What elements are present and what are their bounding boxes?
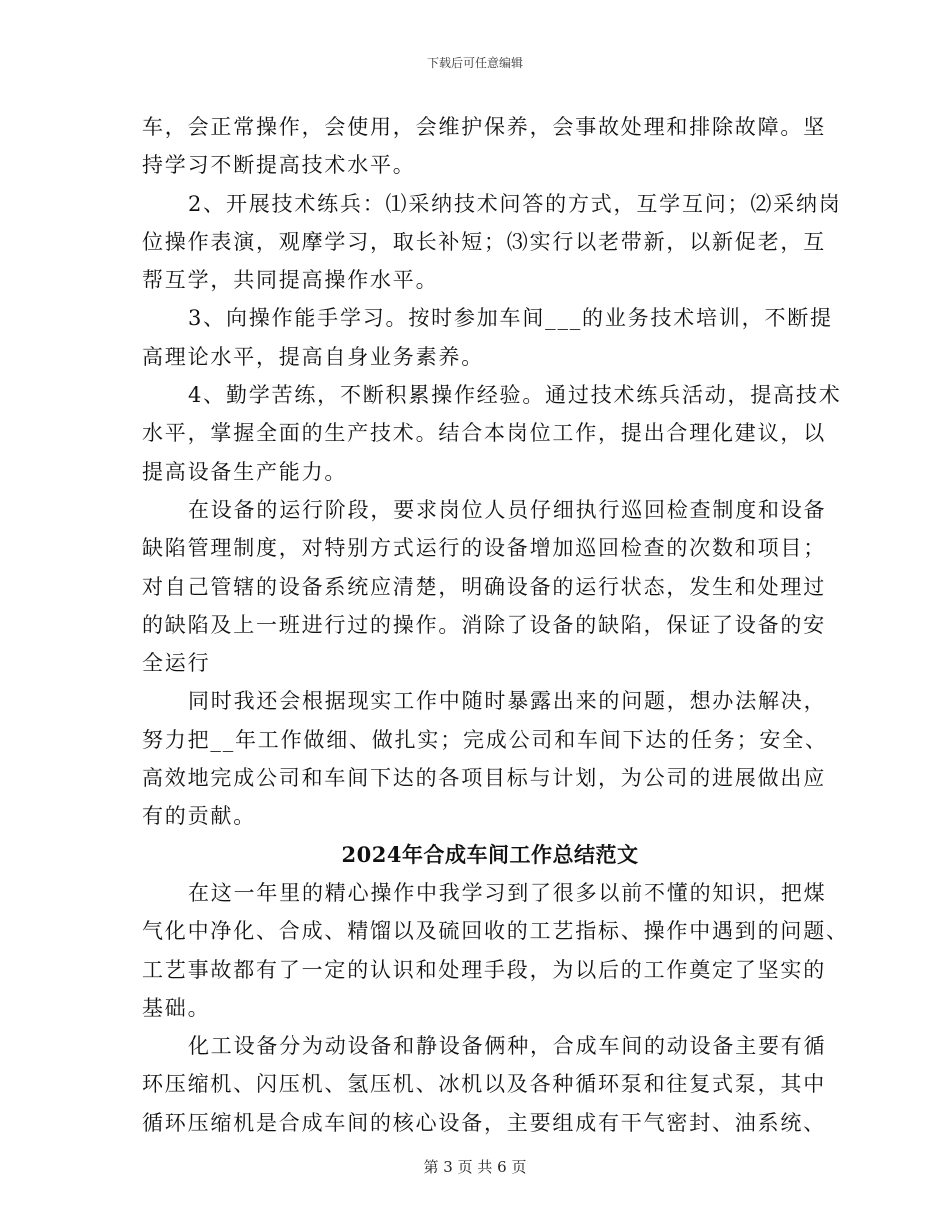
text-line: 循环压缩机是合成车间的核心设备，主要组成有干气密封、油系统、: [142, 1110, 826, 1135]
text-line: 车，会正常操作，会使用，会维护保养，会事故处理和排除故障。坚: [142, 115, 826, 139]
text-line: 在这一年里的精心操作中我学习到了很多以前不懂的知识，把煤: [188, 880, 827, 905]
text-line: 对自己管辖的设备系统应清楚，明确设备的运行状态，发生和处理过: [142, 574, 826, 599]
text-line: 4、勤学苦练，不断积累操作经验。通过技术练兵活动，提高技术: [188, 383, 842, 408]
text-line: 位操作表演，观摩学习，取长补短；⑶实行以老带新，以新促老，互: [142, 229, 826, 254]
text-line: 缺陷管理制度，对特别方式运行的设备增加巡回检查的次数和项目；: [142, 536, 826, 561]
text-line: 化工设备分为动设备和静设备俩种，合成车间的动设备主要有循: [188, 1034, 827, 1059]
text-line: 气化中净化、合成、精馏以及硫回收的工艺指标、操作中遇到的问题、: [142, 919, 849, 944]
text-line: 帮互学，共同提高操作水平。: [142, 268, 439, 293]
text-line: 同时我还会根据现实工作中随时暴露出来的问题，想办法解决，: [188, 689, 827, 714]
text-line: 高理论水平，提高自身业务素养。: [142, 344, 484, 369]
text-line: 工艺事故都有了一定的认识和处理手段，为以后的工作奠定了坚实的: [142, 957, 826, 982]
text-line: 水平，掌握全面的生产技术。结合本岗位工作，提出合理化建议，以: [142, 421, 826, 446]
text-line: 提高设备生产能力。: [142, 459, 348, 484]
text-line: 努力把__年工作做细、做扎实；完成公司和车间下达的任务；安全、: [142, 727, 828, 752]
text-line: 的缺陷及上一班进行过的操作。消除了设备的缺陷，保证了设备的安: [142, 612, 826, 637]
text-line: 环压缩机、闪压机、氢压机、冰机以及各种循环泵和往复式泵，其中: [142, 1072, 826, 1097]
text-line: 2、开展技术练兵：⑴采纳技术问答的方式，互学互问；⑵采纳岗: [188, 191, 842, 216]
section-title: 2024年合成车间工作总结范文: [341, 841, 639, 867]
text-line: 高效地完成公司和车间下达的各项目标与计划，为公司的进展做出应: [142, 766, 826, 791]
text-line: 全运行: [142, 651, 211, 676]
document-body: [142, 108, 849, 1142]
text-line: 持学习不断提高技术水平。: [142, 153, 416, 178]
page-footer: 第 3 页 共 6 页: [423, 1158, 527, 1176]
page-header: 下载后可任意编辑: [426, 56, 523, 70]
text-line: 基础。: [142, 995, 211, 1020]
text-line: 有的贡献。: [142, 804, 256, 829]
text-line: 在设备的运行阶段，要求岗位人员仔细执行巡回检查制度和设备: [188, 497, 827, 522]
text-line: 3、向操作能手学习。按时参加车间___的业务技术培训，不断提: [188, 306, 833, 331]
